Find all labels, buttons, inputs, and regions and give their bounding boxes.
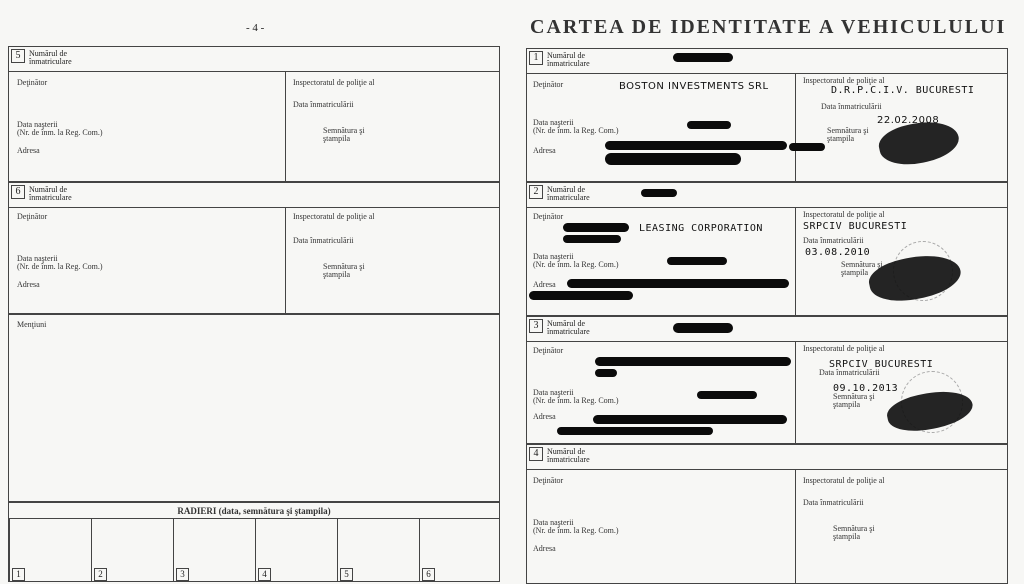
block-header [9, 47, 499, 72]
birth-date-label: Data naşterii [533, 252, 574, 261]
registration-block-1 [526, 48, 1008, 182]
reg-com-label: (Nr. de înm. la Reg. Com.) [17, 128, 103, 137]
reg-com-label: (Nr. de înm. la Reg. Com.) [533, 526, 619, 535]
police-inspectorate-label: Inspectoratul de poliţie al [293, 78, 375, 87]
registration-date-label: Data înmatriculării [819, 368, 880, 377]
redacted-address [593, 415, 787, 424]
registration-number-label: Numărul de înmatriculare [29, 185, 72, 202]
registration-date-label: Data înmatriculării [803, 498, 864, 507]
page-number: - 4 - [246, 22, 265, 34]
cell-number: 6 [422, 568, 435, 581]
redacted-text [687, 121, 731, 129]
signature-label: Semnătura şi [827, 126, 869, 135]
reg-com-label: (Nr. de înm. la Reg. Com.) [533, 396, 619, 405]
birth-date-label: Data naşterii [533, 388, 574, 397]
stamp-label: ştampila [833, 532, 861, 541]
owner-section [9, 207, 286, 313]
stamp-label: ştampila [323, 270, 351, 279]
block-number: 6 [11, 185, 25, 199]
deregistration-cell [337, 519, 420, 581]
redacted-text [667, 257, 727, 265]
cell-number: 3 [176, 568, 189, 581]
deregistration-label: RADIERI (data, semnătura şi ştampila) [177, 506, 331, 516]
block-header [527, 49, 1007, 74]
police-inspectorate: SRPCIV BUCURESTI [829, 359, 934, 370]
deregistration-cell [173, 519, 256, 581]
registration-number-label: Numărul de înmatriculare [547, 185, 590, 202]
stamp-label: ştampila [323, 134, 351, 143]
owner-label: Deţinător [533, 80, 564, 89]
mentions-label: Menţiuni [17, 320, 47, 329]
owner-label: Deţinător [17, 212, 48, 221]
redacted-address [605, 141, 787, 150]
owner-label: Deţinător [533, 476, 564, 485]
block-number: 4 [529, 447, 543, 461]
registration-date: 22.02.2008 [877, 115, 940, 126]
address-label: Adresa [533, 544, 556, 553]
redacted-text [789, 143, 825, 151]
police-section [797, 207, 1007, 315]
stamp-label: ştampila [841, 268, 869, 277]
redacted-text [563, 223, 629, 232]
block-number: 5 [11, 49, 25, 63]
cell-number: 4 [258, 568, 271, 581]
birth-date-label: Data naşterii [533, 118, 574, 127]
redacted-owner [595, 357, 791, 366]
address-label: Adresa [17, 280, 40, 289]
redacted-plate [673, 323, 733, 333]
police-inspectorate: D.R.P.C.I.V. BUCURESTI [831, 85, 975, 96]
block-header [527, 183, 1007, 208]
reg-com-label: (Nr. de înm. la Reg. Com.) [533, 260, 619, 269]
cell-number: 2 [94, 568, 107, 581]
registration-block-4 [526, 444, 1008, 584]
reg-com-label: (Nr. de înm. la Reg. Com.) [17, 262, 103, 271]
registration-date-label: Data înmatriculării [803, 236, 864, 245]
deregistration-box [8, 502, 500, 582]
redacted-plate [673, 53, 733, 62]
address-label: Adresa [17, 146, 40, 155]
deregistration-cell [91, 519, 174, 581]
registration-date-label: Data înmatriculării [293, 100, 354, 109]
police-inspectorate-label: Inspectoratul de poliţie al [293, 212, 375, 221]
redacted-address [529, 291, 633, 300]
owner-section [9, 71, 286, 181]
registration-block-6 [8, 182, 500, 314]
address-label: Adresa [533, 146, 556, 155]
police-inspectorate-label: Inspectoratul de poliţie al [803, 210, 885, 219]
owner-section [527, 207, 796, 315]
birth-date-label: Data naşterii [17, 254, 58, 263]
police-section [287, 71, 499, 181]
registration-block-2 [526, 182, 1008, 316]
police-inspectorate: SRPCIV BUCURESTI [803, 221, 908, 232]
owner-section [527, 469, 796, 583]
owner-name: BOSTON INVESTMENTS SRL [619, 81, 769, 92]
owner-section [527, 341, 796, 443]
cell-number: 5 [340, 568, 353, 581]
signature-label: Semnătura şi [833, 392, 875, 401]
signature-label: Semnătura şi [323, 126, 365, 135]
owner-label: Deţinător [533, 346, 564, 355]
stamp-label: ştampila [833, 400, 861, 409]
deregistration-cell [255, 519, 338, 581]
block-number: 1 [529, 51, 543, 65]
mentions-box [8, 314, 500, 502]
police-inspectorate-label: Inspectoratul de poliţie al [803, 344, 885, 353]
redacted-address [605, 153, 741, 165]
block-header [527, 445, 1007, 470]
cell-number: 1 [12, 568, 25, 581]
signature-label: Semnătura şi [323, 262, 365, 271]
block-number: 3 [529, 319, 543, 333]
redacted-owner [595, 369, 617, 377]
address-label: Adresa [533, 412, 556, 421]
police-inspectorate-label: Inspectoratul de poliţie al [803, 76, 885, 85]
document-title: CARTEA DE IDENTITATE A VEHICULULUI [530, 16, 1007, 38]
redacted-plate [641, 189, 677, 197]
reg-com-label: (Nr. de înm. la Reg. Com.) [533, 126, 619, 135]
registration-number-label: Numărul de înmatriculare [547, 319, 590, 336]
registration-date: 03.08.2010 [805, 247, 871, 258]
redacted-text [697, 391, 757, 399]
registration-number-label: Numărul de înmatriculare [547, 51, 590, 68]
registration-block-5 [8, 46, 500, 182]
police-section [797, 73, 1007, 181]
deregistration-cell [419, 519, 500, 581]
registration-number-label: Numărul de înmatriculare [547, 447, 590, 464]
block-number: 2 [529, 185, 543, 199]
owner-label: Deţinător [533, 212, 564, 221]
birth-date-label: Data naşterii [533, 518, 574, 527]
owner-name: LEASING CORPORATION [639, 223, 763, 234]
address-label: Adresa [533, 280, 556, 289]
stamp-label: ştampila [827, 134, 855, 143]
block-header [9, 183, 499, 208]
registration-date: 09.10.2013 [833, 383, 899, 394]
signature-label: Semnătura şi [841, 260, 883, 269]
deregistration-cell [9, 519, 92, 581]
registration-number-label: Numărul de înmatriculare [29, 49, 72, 66]
registration-date-label: Data înmatriculării [293, 236, 354, 245]
owner-section [527, 73, 796, 181]
signature-label: Semnătura şi [833, 524, 875, 533]
police-section [287, 207, 499, 313]
police-section [797, 469, 1007, 583]
birth-date-label: Data naşterii [17, 120, 58, 129]
registration-date-label: Data înmatriculării [821, 102, 882, 111]
redacted-text [563, 235, 621, 243]
owner-label: Deţinător [17, 78, 48, 87]
police-inspectorate-label: Inspectoratul de poliţie al [803, 476, 885, 485]
registration-block-3 [526, 316, 1008, 444]
redacted-address [567, 279, 789, 288]
redacted-address [557, 427, 713, 435]
police-section [797, 341, 1007, 443]
block-header [527, 317, 1007, 342]
